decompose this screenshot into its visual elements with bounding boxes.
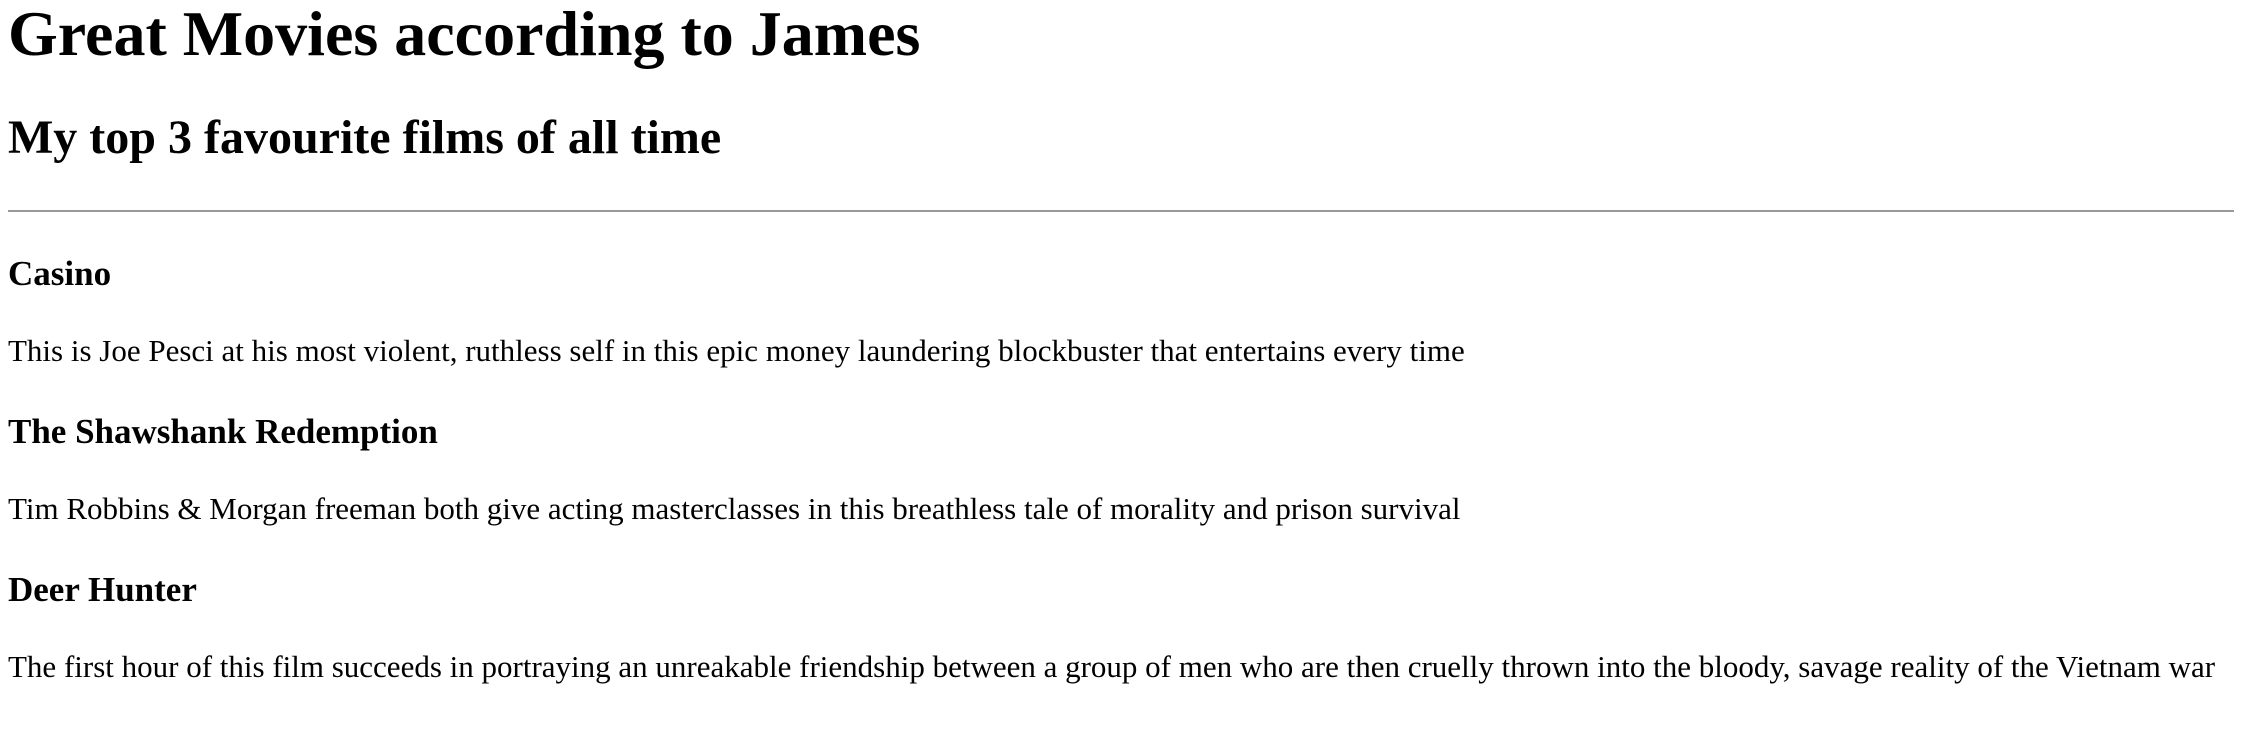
movie-title: The Shawshank Redemption [8,412,438,451]
movie-item-casino [8,256,2234,369]
movie-item-deer-hunter [8,572,2234,685]
page-title: Great Movies according to James [8,0,921,69]
divider [8,210,2234,212]
movie-description: Tim Robbins & Morgan freeman both give acting masterclasses in this breathless tale of morality and prison survival [8,491,1461,526]
movie-description: The first hour of this film succeeds in portraying an unreakable friendship between a group of men who are then cruelly thrown into the bloody, savage reality of the Vietnam war [8,649,2216,684]
movie-description: This is Joe Pesci at his most violent, ruthless self in this epic money laundering blockbuster that entertains every time [8,333,1465,368]
movie-title: Deer Hunter [8,570,197,609]
movie-title: Casino [8,254,112,293]
movie-item-shawshank [8,414,2234,527]
page-subtitle: My top 3 favourite films of all time [8,111,722,164]
